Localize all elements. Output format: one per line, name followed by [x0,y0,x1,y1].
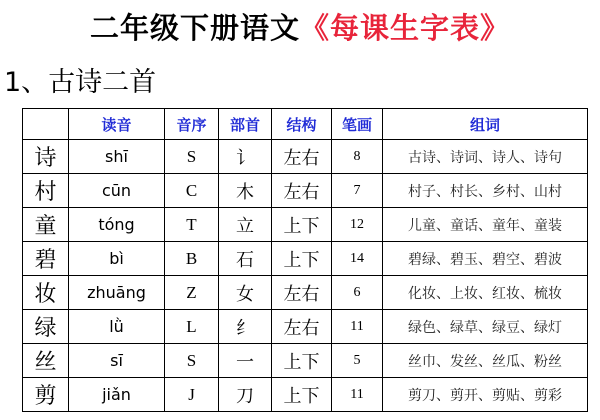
table-row [23,208,588,242]
cell-radical: 木 [219,174,272,208]
header-words: 组词 [383,109,588,140]
cell-structure: 左右 [272,276,332,310]
header-pinyin: 读音 [69,109,165,140]
cell-char: 绿 [23,310,69,344]
cell-radical: 讠 [219,140,272,174]
cell-radical: 女 [219,276,272,310]
cell-pinyin: zhuāng [69,276,165,310]
table-row [23,344,588,378]
cell-radical: 纟 [219,310,272,344]
cell-order: J [165,378,219,412]
cell-radical: 一 [219,344,272,378]
cell-strokes: 6 [332,276,383,310]
cell-radical: 立 [219,208,272,242]
cell-strokes: 11 [332,310,383,344]
table-row [23,242,588,276]
cell-strokes: 14 [332,242,383,276]
table-header-row [23,109,588,140]
cell-order: Z [165,276,219,310]
cell-pinyin: tóng [69,208,165,242]
cell-pinyin: lǜ [69,310,165,344]
character-table [22,108,588,412]
cell-order: S [165,140,219,174]
cell-words: 碧绿、碧玉、碧空、碧波 [383,242,588,276]
cell-char: 妆 [23,276,69,310]
cell-strokes: 12 [332,208,383,242]
cell-pinyin: bì [69,242,165,276]
header-order: 音序 [165,109,219,140]
cell-words: 剪刀、剪开、剪贴、剪彩 [383,378,588,412]
table-row [23,378,588,412]
cell-strokes: 11 [332,378,383,412]
cell-order: L [165,310,219,344]
cell-words: 丝巾、发丝、丝瓜、粉丝 [383,344,588,378]
cell-char: 剪 [23,378,69,412]
cell-order: C [165,174,219,208]
cell-structure: 上下 [272,378,332,412]
cell-pinyin: cūn [69,174,165,208]
table-row [23,140,588,174]
cell-order: T [165,208,219,242]
header-radical: 部首 [219,109,272,140]
title-main: 二年级下册语文 [89,11,300,45]
cell-words: 化妆、上妆、红妆、梳妆 [383,276,588,310]
cell-order: S [165,344,219,378]
cell-strokes: 7 [332,174,383,208]
header-strokes: 笔画 [332,109,383,140]
cell-pinyin: shī [69,140,165,174]
header-structure: 结构 [272,109,332,140]
cell-words: 村子、村长、乡村、山村 [383,174,588,208]
cell-structure: 上下 [272,344,332,378]
cell-char: 童 [23,208,69,242]
title-highlight: 《每课生字表》 [300,11,511,45]
cell-structure: 上下 [272,242,332,276]
cell-words: 儿童、童话、童年、童装 [383,208,588,242]
cell-strokes: 5 [332,344,383,378]
page-title [0,6,600,47]
cell-words: 古诗、诗词、诗人、诗句 [383,140,588,174]
cell-strokes: 8 [332,140,383,174]
cell-char: 村 [23,174,69,208]
cell-structure: 左右 [272,140,332,174]
lesson-heading: 1、古诗二首 [4,67,157,98]
cell-radical: 石 [219,242,272,276]
cell-char: 碧 [23,242,69,276]
cell-structure: 上下 [272,208,332,242]
cell-radical: 刀 [219,378,272,412]
cell-pinyin: sī [69,344,165,378]
cell-order: B [165,242,219,276]
cell-structure: 左右 [272,174,332,208]
table-row [23,276,588,310]
header-character [23,109,69,140]
table-row [23,174,588,208]
cell-char: 诗 [23,140,69,174]
cell-pinyin: jiǎn [69,378,165,412]
table-row [23,310,588,344]
cell-char: 丝 [23,344,69,378]
cell-words: 绿色、绿草、绿豆、绿灯 [383,310,588,344]
cell-structure: 左右 [272,310,332,344]
